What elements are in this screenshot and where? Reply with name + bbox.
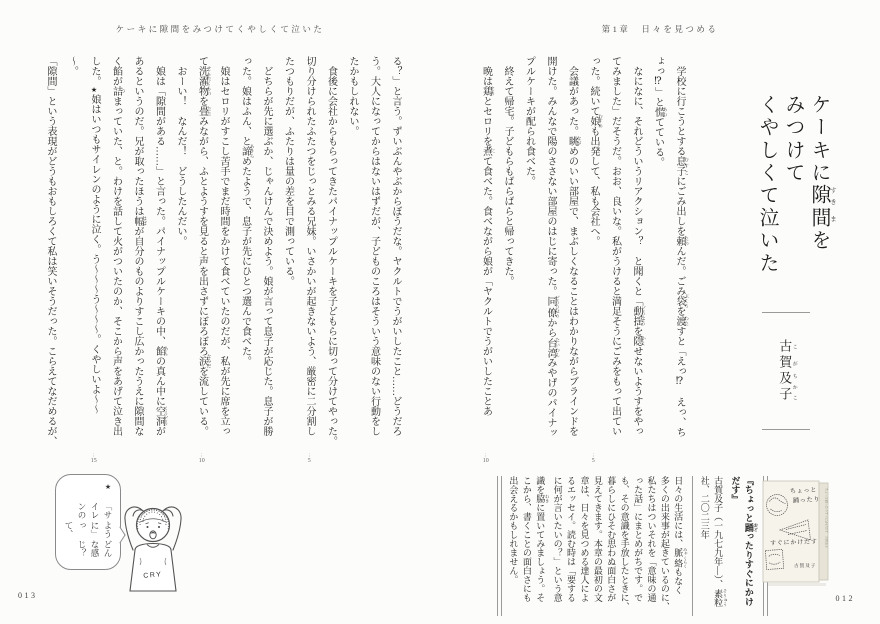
text-line: 晩は鶏 とりとセロリを煮 にて食べた。食べながら娘が「ヤクルトでうがいしたことあ ⋮ 10 <box>475 56 497 448</box>
text-line: 「サイレンの <box>77 502 113 519</box>
text-line: した。★娘はいつもサイレンのように泣く。う～～～う～～～。くやしいよ～～ ⋮ 15 <box>83 56 106 448</box>
text-line: 開けた。みんなで陽のささない部屋のはじに寄った。同僚 どうりょうから台湾 たいわんみやげのパイナッ <box>545 56 561 438</box>
text-line: 会議があった。眺 ながめのいい部屋で、まぶしくなることはわかりながらブラインドを <box>566 56 582 436</box>
page-number-left: 013 <box>18 591 38 600</box>
footnote-star: ★ <box>90 86 98 94</box>
text-line: 娘は「隙間がある……」と言った。パイナップルケーキの中、餡 あんの真ん中に空洞 くうどうが <box>153 56 169 436</box>
page-number-right: 012 <box>835 594 855 603</box>
cover-spine-text: ちょっと踊ったりすぐにかけだす 古賀及子 <box>824 488 829 549</box>
text-line: 「隙間」という表現がどうもおもしろくて私は笑いそうだった。こらえてなだめるが、 <box>45 56 56 446</box>
cover-author: 古賀及子 <box>794 563 817 568</box>
text-line: おーい！ なんだ！ どうしたんだい。 <box>175 56 186 246</box>
sidebar-left-rule <box>497 476 502 616</box>
text-line: 終えて帰宅。子どもらもばらばらと帰ってきた。 <box>502 56 513 286</box>
text-line: 古賀及子（一九七九年―）、素粒 そりゅう <box>713 476 729 607</box>
text-line: 切り分けられたふたつをじっとみる兄妹。いさかいが起きないよう、厳密に二分割し ⋮ 5 <box>299 56 321 448</box>
running-head-left: ケーキに隙間をみつけてくやしくて泣いた <box>115 24 325 34</box>
author-name: 古賀 こが及子 ちかこ <box>777 339 797 403</box>
text-line: った。娘はふん、と諦 あきらめたようで、息子が先にひとつ選んで食べた。 <box>239 56 255 366</box>
speech-bubble-text <box>62 483 114 559</box>
text-line: ように」って、 <box>64 521 113 538</box>
text-line: 娘はセロリがすこし苦手でまだ時間をかけて食べていたのだが、私が先に席を立っ <box>218 56 229 436</box>
running-head-right: 第1章 日々を見つめる <box>601 24 719 34</box>
text-line <box>62 483 114 502</box>
text-line: プルケーキが配られ食べた。 <box>523 56 535 186</box>
text-line: に何が言いたいの？」という意 <box>552 476 563 602</box>
line-number-marker: ⋮ 10 <box>199 454 205 464</box>
kid-shirt <box>130 544 176 592</box>
text-line: たつもりだが、ふたりは量の差を目で測っている。 <box>282 56 294 286</box>
text-line: も、その意識を手放したときに、 <box>619 476 630 611</box>
text-line: てみました」だそうだ。おお、良いな。私がうけると満足そうにごみをもって出てい <box>609 56 621 436</box>
text-line: 見えてきます。本章の最初の文 <box>592 476 603 602</box>
text-line: 『ちょっと踊 おどったりすぐにかけ <box>743 476 759 607</box>
sidebar-divider-rule <box>692 476 693 616</box>
text-line: 日々の生活には、脈絡 みゃくらくもなく <box>673 476 689 595</box>
body-text-right <box>475 56 690 464</box>
text-line: だす』 <box>730 476 741 504</box>
line-number-marker: ⋮ 5 <box>591 454 596 464</box>
text-line: 多くの出来事が起きているのに、 <box>659 476 670 611</box>
line-number-marker: ⋮ 15 <box>91 454 97 464</box>
text-line: たかもしれない。 <box>347 56 358 136</box>
text-line: て洗濯物 せんたくものを畳 たたみながら、ふとようすを見ると声を出さずにぼろぼろ涙 なみだを流している。 ⋮ 10 <box>191 56 213 448</box>
book-info-sidebar <box>493 476 772 616</box>
text-line: るエッセイ。読む時は「要する <box>566 476 577 602</box>
text-line: 食後に会社からもらってきたパイナップルケーキを子どもらに切って分けてやった。 <box>325 56 337 446</box>
author-block <box>762 312 810 430</box>
text-line: くやしくて泣いた <box>756 94 778 275</box>
text-line: 社、二〇二三年 <box>699 476 710 539</box>
text-line: った話」にまとめがちです。で <box>633 476 644 602</box>
text-line: く餡が詰 つまっていた、と。わけを話して火がついたのか、そこから声をあげて泣き出 <box>110 56 126 436</box>
text-line: ケーキに隙 すき間 まを <box>808 94 836 253</box>
cover-title-line1: ちょっと <box>789 486 818 495</box>
text-line: なになに、それどういうリアクション？ と聞くと「動揺 どうようを隠 かくせないようすをやっ <box>631 56 647 436</box>
page-012 <box>440 0 880 624</box>
body-text-left <box>40 56 406 464</box>
text-line: ょっ⁉」と慌 あわてている。 <box>652 56 668 167</box>
text-line: 暮らしにひそむ思わぬ面白さが <box>606 476 617 602</box>
text-line: みつけて <box>782 94 804 185</box>
text-line: ～。 <box>66 56 78 76</box>
text-line: った。続いて娘 むすめも出発して、私も会社へ。 ⋮ 5 <box>583 56 605 448</box>
kid-shirt-text: CRY <box>143 571 163 580</box>
line-number-marker: ⋮ 10 <box>483 454 489 464</box>
text-line: る？」と言う。ずいぶんやぶからぼうだな。ヤクルトでうがいしたこと……どうだろ <box>390 56 401 436</box>
cover-shadow <box>768 583 826 586</box>
text-line: う。大人になってからはないはずだが、子どものころはそういう意味のない行動をし <box>368 56 380 436</box>
text-line: 識を脇 わきに置いてみましょう。そ <box>535 476 551 602</box>
cover-title-line2: 踊ったり <box>792 496 821 505</box>
footnote-star: ★ <box>104 483 112 491</box>
text-line: こから、書くことの面白さにも <box>521 476 532 602</box>
essay-title <box>754 94 836 304</box>
text-line: 出会えるかもしれません。 <box>508 476 519 584</box>
cover-title-line3: すぐにかけだす <box>769 539 818 547</box>
text-line: あるというのだ。兄が取ったほうは幅 はばが自分のものよりすこし広かったうえに隙間な <box>132 56 148 436</box>
line-number-marker: ⋮ 5 <box>307 454 312 464</box>
text-line: どんな感じ？ <box>77 540 113 557</box>
text-line: どちらが先に選ぶか、じゃんけんで決めよう。娘が言って息子が応じた。息子が勝 <box>261 56 272 436</box>
text-line: 章は、日々を見つめる達人によ <box>579 476 590 602</box>
text-line: 私たちはついそれを「意味の通 <box>646 476 657 602</box>
crying-kid-illustration <box>112 498 194 596</box>
text-line: 学校に行こうとする息子 むすこにごみ出しを頼 たのんだ。ごみ袋 ぶくろを渡 わたすと「えっ⁉ えっ、ち <box>674 56 690 437</box>
book-cover-image <box>760 478 832 594</box>
